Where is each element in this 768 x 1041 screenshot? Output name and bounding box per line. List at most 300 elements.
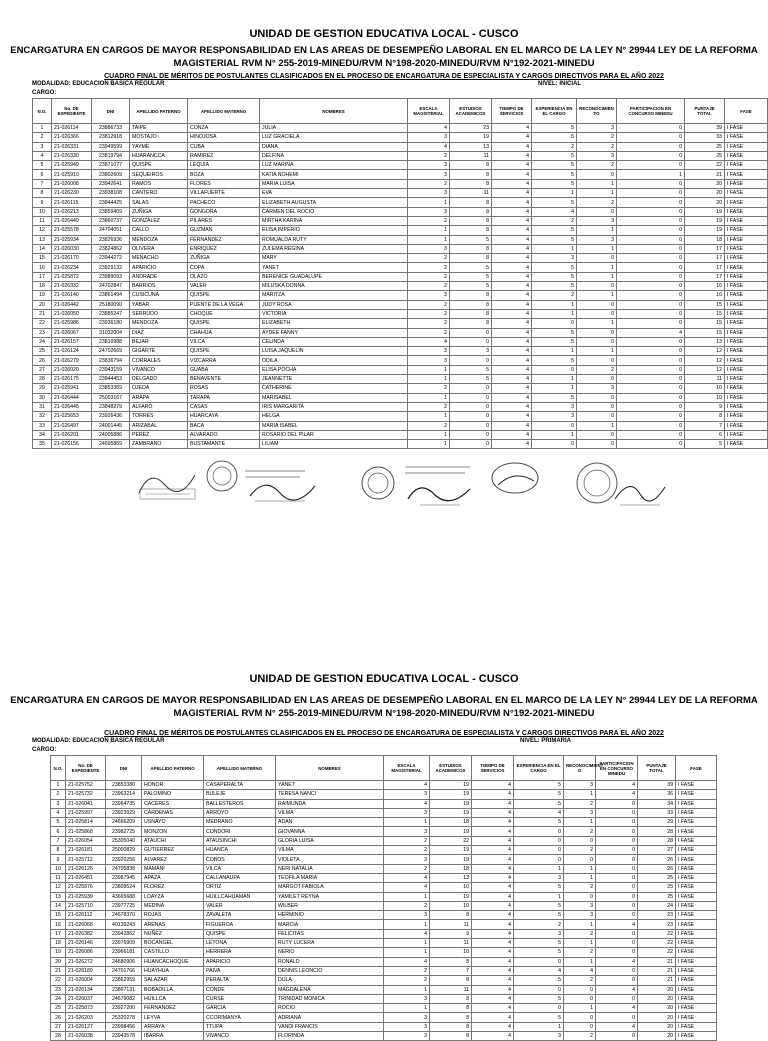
table-cell: 1 xyxy=(532,300,577,309)
table-cell: 0 xyxy=(617,235,685,244)
table-row xyxy=(33,151,768,160)
table-cell: 21-026444 xyxy=(52,393,92,402)
table-cell: YANET xyxy=(276,781,384,790)
column-header: APELLIDO PATERNO xyxy=(130,99,188,124)
table-cell: I FASE xyxy=(725,207,768,216)
table-cell: 0 xyxy=(564,836,596,845)
table-cell: 24 xyxy=(638,901,676,910)
table-cell: I FASE xyxy=(676,957,717,966)
column-header: TIEMPO DE SERVICIOS xyxy=(492,99,532,124)
round-seal-icon-1 xyxy=(205,459,239,493)
table-cell: 0 xyxy=(577,170,617,179)
table-cell: 23860737 xyxy=(92,216,130,225)
signature-stamp-4 xyxy=(610,469,670,509)
table-cell: 2 xyxy=(408,263,450,272)
table-cell: 4 xyxy=(472,827,514,836)
table-cell: 2 xyxy=(577,365,617,374)
table-cell: 1 xyxy=(408,412,450,421)
table-cell: ALFARO xyxy=(130,402,188,411)
table-cell: I FASE xyxy=(725,319,768,328)
table-cell: 10 xyxy=(430,901,472,910)
table-cell: 19 xyxy=(450,133,492,142)
table-cell: 21-025752 xyxy=(66,781,106,790)
table-cell: 8 xyxy=(430,1032,472,1041)
table-cell: LUZ MARINA xyxy=(260,161,408,170)
nivel-label: NIVEL: INICIAL xyxy=(538,81,581,87)
table-cell: 0 xyxy=(617,216,685,225)
table-cell: 24680906 xyxy=(106,957,142,966)
table-cell: 0 xyxy=(596,976,638,985)
table-cell: 16 xyxy=(685,282,725,291)
table-cell: 2 xyxy=(408,300,450,309)
table-cell: MARIA LUISA xyxy=(260,179,408,188)
table-cell: 1 xyxy=(577,421,617,430)
table-cell: 13 xyxy=(430,873,472,882)
table-cell: 1 xyxy=(532,189,577,198)
column-header: NOMBRES xyxy=(260,99,408,124)
table-cell: I FASE xyxy=(676,966,717,975)
table-cell: 21-025910 xyxy=(52,170,92,179)
table-cell: 21-026115 xyxy=(52,198,92,207)
table-cell: 5 xyxy=(450,272,492,281)
table-cell: 21 xyxy=(33,309,52,318)
table-cell: 0 xyxy=(617,430,685,439)
table-cell: 20 xyxy=(638,1004,676,1013)
table-cell: 2 xyxy=(408,402,450,411)
table-cell: QUISPE xyxy=(188,319,260,328)
table-cell: 1 xyxy=(532,309,577,318)
table-cell: 4 xyxy=(492,421,532,430)
table-cell: 0 xyxy=(450,440,492,449)
table-cell: 21-026451 xyxy=(66,873,106,882)
table-cell: 30 xyxy=(33,393,52,402)
table-cell: 1 xyxy=(408,393,450,402)
table-cell: 4 xyxy=(492,319,532,328)
table-cell: 3 xyxy=(450,347,492,356)
table-cell: 1 xyxy=(577,347,617,356)
table-cell: 3 xyxy=(577,235,617,244)
table-cell: 21-025872 xyxy=(52,272,92,281)
table-cell: 6 xyxy=(685,430,725,439)
table-cell: 8 xyxy=(430,1022,472,1031)
table-cell: 3 xyxy=(514,873,564,882)
table-row xyxy=(51,976,717,985)
table-cell: 3 xyxy=(564,901,596,910)
table-cell: 17 xyxy=(51,929,66,938)
table-cell: 25 xyxy=(638,883,676,892)
table-cell: TARAPA xyxy=(188,393,260,402)
table-cell: 19 xyxy=(430,808,472,817)
table-cell: 0 xyxy=(564,994,596,1003)
table-cell: 24678370 xyxy=(106,911,142,920)
doc-subtitle: ENCARGATURA EN CARGOS DE MAYOR RESPONSABILIDAD EN LAS AREAS DE DESEMPEÑO LABORAL EN EL MARCO DE LA LEY N° 29944 LEY DE LA REFORMA MAGISTERIAL RVM N° 255-2019-MINEDU/RVM N°198-2020-MINEDU/RVM N°192-2021-MINEDU xyxy=(10,695,758,719)
table-cell: 21-026203 xyxy=(66,1013,106,1022)
table-row xyxy=(33,393,768,402)
table-cell: 23810988 xyxy=(92,337,130,346)
table-cell: 8 xyxy=(450,226,492,235)
table-cell: FELICITAS xyxy=(276,929,384,938)
table-cell: 4 xyxy=(492,412,532,421)
table-cell: 24 xyxy=(51,994,66,1003)
table-cell: 5 xyxy=(532,272,577,281)
table-cell: HUARANCCA xyxy=(130,151,188,160)
table-cell: 3 xyxy=(384,994,430,1003)
table-cell: 0 xyxy=(564,1013,596,1022)
table-cell: 2 xyxy=(384,976,430,985)
table-cell: PILARES xyxy=(188,216,260,225)
table-cell: 23964735 xyxy=(106,799,142,808)
table-row xyxy=(51,827,717,836)
table-cell: 4 xyxy=(492,244,532,253)
table-cell: 19 xyxy=(430,799,472,808)
table-row xyxy=(51,901,717,910)
table-cell: 4 xyxy=(596,920,638,929)
table-cell: 35 xyxy=(33,440,52,449)
table-row xyxy=(33,347,768,356)
table-cell: 4 xyxy=(492,282,532,291)
table-cell: I FASE xyxy=(725,356,768,365)
table-row xyxy=(33,440,768,449)
table-cell: 23853380 xyxy=(106,781,142,790)
table-cell: I FASE xyxy=(725,216,768,225)
table-cell: MILUSKA DONNA xyxy=(260,282,408,291)
table-row xyxy=(51,966,717,975)
table-row xyxy=(33,189,768,198)
table-cell: 0 xyxy=(617,142,685,151)
table-cell: 12 xyxy=(51,883,66,892)
table-cell: 8 xyxy=(450,291,492,300)
table-cell: 32 xyxy=(33,412,52,421)
table-row xyxy=(51,808,717,817)
table-cell: VILCA xyxy=(204,864,276,873)
table-cell: I FASE xyxy=(676,1004,717,1013)
table-cell: ROJAS xyxy=(142,911,204,920)
table-cell: 1 xyxy=(577,189,617,198)
table-cell: 0 xyxy=(577,430,617,439)
table-cell: QUISPE xyxy=(130,161,188,170)
table-cell: YAMILET REYNA xyxy=(276,892,384,901)
table-cell: 5 xyxy=(450,365,492,374)
table-cell: 23920256 xyxy=(106,855,142,864)
table-cell: 5 xyxy=(685,440,725,449)
table-header-row xyxy=(33,99,768,124)
table-cell: 21-025873 xyxy=(66,1004,106,1013)
column-header: RECONOCIMIENT O xyxy=(564,756,596,781)
table-cell: 2 xyxy=(408,272,450,281)
table-cell: 2 xyxy=(532,216,577,225)
table-cell: VIVANCO xyxy=(130,365,188,374)
table-cell: 19 xyxy=(430,781,472,790)
table-cell: 1 xyxy=(577,179,617,188)
table-cell: 4 xyxy=(492,151,532,160)
table-cell: VIZCARRA xyxy=(188,356,260,365)
table-cell: I FASE xyxy=(725,282,768,291)
table-cell: 11 xyxy=(450,151,492,160)
round-seal-icon-2 xyxy=(360,465,396,501)
table-cell: I FASE xyxy=(725,412,768,421)
table-cell: I FASE xyxy=(725,124,768,133)
table-cell: 0 xyxy=(617,207,685,216)
table-cell: HELGA xyxy=(260,412,408,421)
table-row xyxy=(51,1022,717,1031)
table-row xyxy=(33,179,768,188)
table-cell: 23819794 xyxy=(92,151,130,160)
table-row xyxy=(33,170,768,179)
table-cell: CUBA xyxy=(188,142,260,151)
table-cell: 1 xyxy=(564,939,596,948)
table-cell: 20 xyxy=(685,189,725,198)
table-cell: HERRERA xyxy=(204,948,276,957)
table-cell: 4 xyxy=(472,901,514,910)
table-cell: 4 xyxy=(564,966,596,975)
table-cell: 1 xyxy=(408,226,450,235)
table-cell: CACERES xyxy=(142,799,204,808)
table-cell: 5 xyxy=(532,337,577,346)
table-row xyxy=(51,948,717,957)
table-cell: 2 xyxy=(408,179,450,188)
table-cell: 25 xyxy=(685,151,725,160)
table-cell: 19 xyxy=(685,216,725,225)
table-cell: 3 xyxy=(564,911,596,920)
table-cell: 22 xyxy=(638,948,676,957)
table-cell: 20 xyxy=(638,994,676,1003)
table-cell: MARGOT FABIOLA xyxy=(276,883,384,892)
table-cell: ATAUSINCHI xyxy=(204,836,276,845)
table-cell: 23936180 xyxy=(92,319,130,328)
table-cell: 4 xyxy=(492,226,532,235)
table-row xyxy=(51,911,717,920)
table-cell: 0 xyxy=(617,337,685,346)
table-cell: 1 xyxy=(532,244,577,253)
table-cell: 1 xyxy=(408,365,450,374)
table-cell: 23824862 xyxy=(92,244,130,253)
table-cell: 8 xyxy=(685,412,725,421)
table-cell: 1 xyxy=(577,291,617,300)
table-cell: 23 xyxy=(638,920,676,929)
table-cell: 27 xyxy=(51,1022,66,1031)
table-cell: BOCANGEL xyxy=(142,939,204,948)
table-row xyxy=(51,781,717,790)
table-cell: I FASE xyxy=(725,328,768,337)
table-cell: CHAHUA xyxy=(188,328,260,337)
table-cell: 2 xyxy=(408,421,450,430)
table-cell: 19 xyxy=(430,855,472,864)
table-cell: 4 xyxy=(472,994,514,1003)
modalidad-label: MODALIDAD: EDUCACION BASICA REGULAR xyxy=(32,738,165,744)
table-cell: 4 xyxy=(492,375,532,384)
table-row xyxy=(33,337,768,346)
table-cell: GIOVANNA xyxy=(276,827,384,836)
table-cell: 0 xyxy=(596,808,638,817)
table-cell: 5 xyxy=(514,818,564,827)
table-cell: 0 xyxy=(514,985,564,994)
table-cell: YAYME xyxy=(130,142,188,151)
table-cell: 5 xyxy=(532,161,577,170)
table-cell: CASAS xyxy=(188,402,260,411)
table-cell: 3 xyxy=(408,161,450,170)
table-cell: 29 xyxy=(638,818,676,827)
table-cell: COPA xyxy=(188,263,260,272)
table-cell: MENDOZA xyxy=(130,235,188,244)
table-cell: ARRAYA xyxy=(142,1022,204,1031)
table-cell: 5 xyxy=(532,356,577,365)
table-cell: 21-026037 xyxy=(66,994,106,1003)
table-cell: 8 xyxy=(450,179,492,188)
table-cell: 1 xyxy=(514,1022,564,1031)
table-row xyxy=(51,1004,717,1013)
table-cell: GUTIERREZ xyxy=(142,846,204,855)
table-cell: I FASE xyxy=(725,347,768,356)
table-cell: 25 xyxy=(33,347,52,356)
table-cell: BALLESTEROS xyxy=(204,799,276,808)
table-cell: 3 xyxy=(384,1013,430,1022)
table-cell: SALAZAR xyxy=(142,976,204,985)
cargo-label: CARGO: xyxy=(32,747,57,753)
table-cell: 15 xyxy=(685,319,725,328)
modalidad-row xyxy=(0,737,768,746)
table-cell: 25 xyxy=(685,142,725,151)
table-cell: CARMEN DEL ROCIO xyxy=(260,207,408,216)
table-cell: 21 xyxy=(638,957,676,966)
table-cell: 21-026279 xyxy=(52,356,92,365)
table-cell: 15 xyxy=(685,309,725,318)
table-cell: AYDEE FANNY xyxy=(260,328,408,337)
table-cell: MEDRANO xyxy=(204,818,276,827)
table-cell: 1 xyxy=(51,781,66,790)
table-cell: APARICIO xyxy=(204,957,276,966)
table-cell: 13 xyxy=(685,337,725,346)
table-cell: 0 xyxy=(532,440,577,449)
table-cell: I FASE xyxy=(676,892,717,901)
table-row xyxy=(33,375,768,384)
table-cell: 2 xyxy=(384,901,430,910)
table-cell: GONGORA xyxy=(188,207,260,216)
table-cell: 0 xyxy=(596,939,638,948)
table-cell: 3 xyxy=(384,1032,430,1041)
table-cell: 1 xyxy=(577,226,617,235)
table-row xyxy=(33,263,768,272)
table-cell: I FASE xyxy=(725,170,768,179)
table-cell: 24701766 xyxy=(106,966,142,975)
table-cell: 8 xyxy=(450,254,492,263)
table-cell: 1 xyxy=(408,430,450,439)
table-cell: 2 xyxy=(33,133,52,142)
table-cell: 21-026234 xyxy=(52,263,92,272)
table-cell: 0 xyxy=(596,799,638,808)
table-cell: I FASE xyxy=(725,179,768,188)
table-cell: PEREZ xyxy=(130,430,188,439)
table-cell: HONOR xyxy=(142,781,204,790)
table-cell: 3 xyxy=(384,790,430,799)
table-cell: 0 xyxy=(514,836,564,845)
table-cell: 23927200 xyxy=(106,1004,142,1013)
table-cell: 0 xyxy=(450,412,492,421)
table-cell: I FASE xyxy=(725,244,768,253)
table-cell: MEDINA xyxy=(142,901,204,910)
table-cell: 4 xyxy=(596,790,638,799)
table-cell: CONDE xyxy=(204,985,276,994)
table-cell: 0 xyxy=(617,226,685,235)
column-header: N.O. xyxy=(33,99,52,124)
table-cell: MAMANI xyxy=(142,864,204,873)
table-cell: 23929132 xyxy=(92,263,130,272)
table-row xyxy=(33,124,768,133)
table-cell: 0 xyxy=(596,1032,638,1041)
table-cell: DIAZ xyxy=(130,328,188,337)
table-cell: 0 xyxy=(596,864,638,873)
table-cell: ZAVALETA xyxy=(204,911,276,920)
table-cell: 0 xyxy=(617,300,685,309)
table-cell: 0 xyxy=(596,948,638,957)
table-cell: 18 xyxy=(430,818,472,827)
table-cell: 23836794 xyxy=(92,356,130,365)
table-row xyxy=(33,402,768,411)
table-cell: 0 xyxy=(532,365,577,374)
table-cell: 19 xyxy=(51,948,66,957)
table-cell: 4 xyxy=(492,309,532,318)
table-cell: 0 xyxy=(514,957,564,966)
table-cell: 0 xyxy=(617,347,685,356)
table-cell: 6 xyxy=(51,827,66,836)
table-cell: 0 xyxy=(596,873,638,882)
table-cell: 4 xyxy=(51,808,66,817)
doc-subtitle: ENCARGATURA EN CARGOS DE MAYOR RESPONSABILIDAD EN LAS AREAS DE DESEMPEÑO LABORAL EN EL MARCO DE LA LEY N° 29944 LEY DE LA REFORMA MAGISTERIAL RVM N° 255-2019-MINEDU/RVM N°198-2020-MINEDU/RVM N°192-2021-MINEDU xyxy=(10,45,758,69)
table-cell: 2 xyxy=(577,161,617,170)
table-cell: SEQUEIROS xyxy=(130,170,188,179)
table-cell: 25003167 xyxy=(92,393,130,402)
table-cell: 23886733 xyxy=(92,124,130,133)
table-cell: 21-026201 xyxy=(52,430,92,439)
table-cell: 3 xyxy=(564,781,596,790)
table-cell: 22 xyxy=(638,929,676,938)
table-cell: 5 xyxy=(532,328,577,337)
table-cell: 34 xyxy=(638,799,676,808)
table-cell: 0 xyxy=(617,440,685,449)
table-cell: 23 xyxy=(51,985,66,994)
table-cell: TRINIDAD MONICA xyxy=(276,994,384,1003)
table-cell: JUDY ROSA xyxy=(260,300,408,309)
table-cell: 3 xyxy=(577,384,617,393)
table-cell: I FASE xyxy=(676,911,717,920)
table-cell: SERRUDO xyxy=(130,309,188,318)
column-header: TIEMPO DE SERVICIOS xyxy=(472,756,514,781)
table-cell: 10 xyxy=(51,864,66,873)
table-cell: FIGUEROA xyxy=(204,920,276,929)
table-cell: 20 xyxy=(638,1013,676,1022)
table-cell: 28 xyxy=(638,827,676,836)
table-cell: 4 xyxy=(472,790,514,799)
table-cell: I FASE xyxy=(725,291,768,300)
table-cell: 4 xyxy=(472,883,514,892)
table-cell: 4 xyxy=(596,1022,638,1031)
table-cell: 0 xyxy=(514,827,564,836)
table-row xyxy=(33,328,768,337)
table-cell: I FASE xyxy=(725,133,768,142)
table-cell: 0 xyxy=(617,254,685,263)
column-header: APELLIDO MATERNO xyxy=(204,756,276,781)
table-cell: 19 xyxy=(685,226,725,235)
table-cell: 4 xyxy=(492,393,532,402)
table-cell: BUSTAMANTE xyxy=(188,440,260,449)
table-cell: 4 xyxy=(492,263,532,272)
table-cell: 21-025868 xyxy=(66,827,106,836)
table-cell: 4 xyxy=(492,430,532,439)
table-cell: DENNIS LEONCIO xyxy=(276,966,384,975)
table-cell: ATAUCHI xyxy=(142,836,204,845)
table-cell: 0 xyxy=(617,291,685,300)
column-header: ESCALA MAGISTERIAL xyxy=(408,99,450,124)
table-cell: 0 xyxy=(577,412,617,421)
